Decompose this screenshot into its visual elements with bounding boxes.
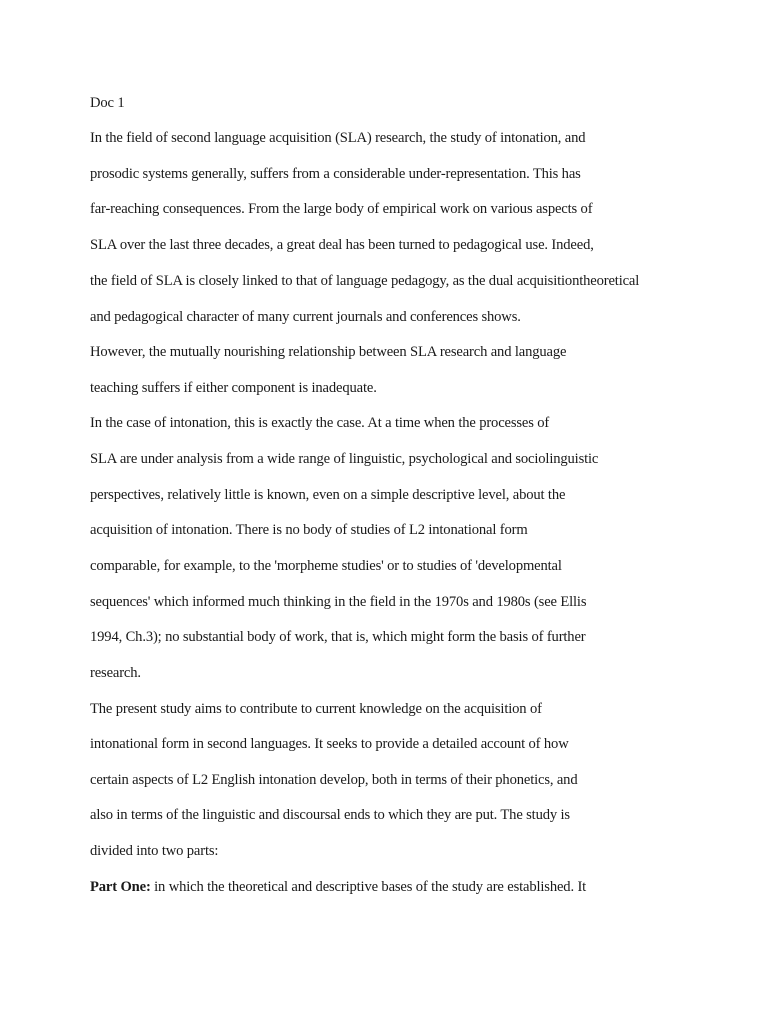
part-one-text: in which the theoretical and descriptive bases of the study are established. It — [150, 879, 587, 895]
part-one-label: Part One: — [90, 879, 151, 895]
paragraph-line: In the field of second language acquisition (SLA) research, the study of intonation, and — [90, 130, 586, 146]
paragraph-line: also in terms of the linguistic and discoursal ends to which they are put. The study is — [90, 807, 570, 823]
paragraph-line: prosodic systems generally, suffers from a considerable under-representation. This has — [90, 166, 581, 182]
paragraph-line: divided into two parts: — [90, 843, 219, 859]
paragraph-line: comparable, for example, to the 'morpheme studies' or to studies of 'developmental — [90, 558, 562, 574]
document-heading: Doc 1 — [90, 95, 125, 111]
paragraph-line: and pedagogical character of many current journals and conferences shows. — [90, 309, 521, 325]
part-one-line — [90, 878, 586, 896]
paragraph-line: sequences' which informed much thinking in the field in the 1970s and 1980s (see Ellis — [90, 594, 587, 610]
paragraph-line: perspectives, relatively little is known, even on a simple descriptive level, about the — [90, 487, 566, 503]
paragraph-line: far-reaching consequences. From the large body of empirical work on various aspects of — [90, 201, 593, 217]
paragraph-line: research. — [90, 665, 141, 681]
paragraph-line: The present study aims to contribute to current knowledge on the acquisition of — [90, 701, 542, 717]
paragraph-line: intonational form in second languages. It seeks to provide a detailed account of how — [90, 736, 569, 752]
paragraph-line: SLA over the last three decades, a great deal has been turned to pedagogical use. Indeed, — [90, 237, 594, 253]
paragraph-line: In the case of intonation, this is exactly the case. At a time when the processes of — [90, 415, 550, 431]
paragraph-line: acquisition of intonation. There is no body of studies of L2 intonational form — [90, 522, 528, 538]
paragraph-line: 1994, Ch.3); no substantial body of work, that is, which might form the basis of further — [90, 629, 586, 645]
paragraph-line: SLA are under analysis from a wide range of linguistic, psychological and sociolinguistic — [90, 451, 599, 467]
paragraph-line: However, the mutually nourishing relationship between SLA research and language — [90, 344, 567, 360]
paragraph-line: teaching suffers if either component is inadequate. — [90, 380, 377, 396]
paragraph-line: certain aspects of L2 English intonation develop, both in terms of their phonetics, and — [90, 772, 578, 788]
paragraph-line: the field of SLA is closely linked to that of language pedagogy, as the dual acquisitiontheoretical — [90, 273, 640, 289]
